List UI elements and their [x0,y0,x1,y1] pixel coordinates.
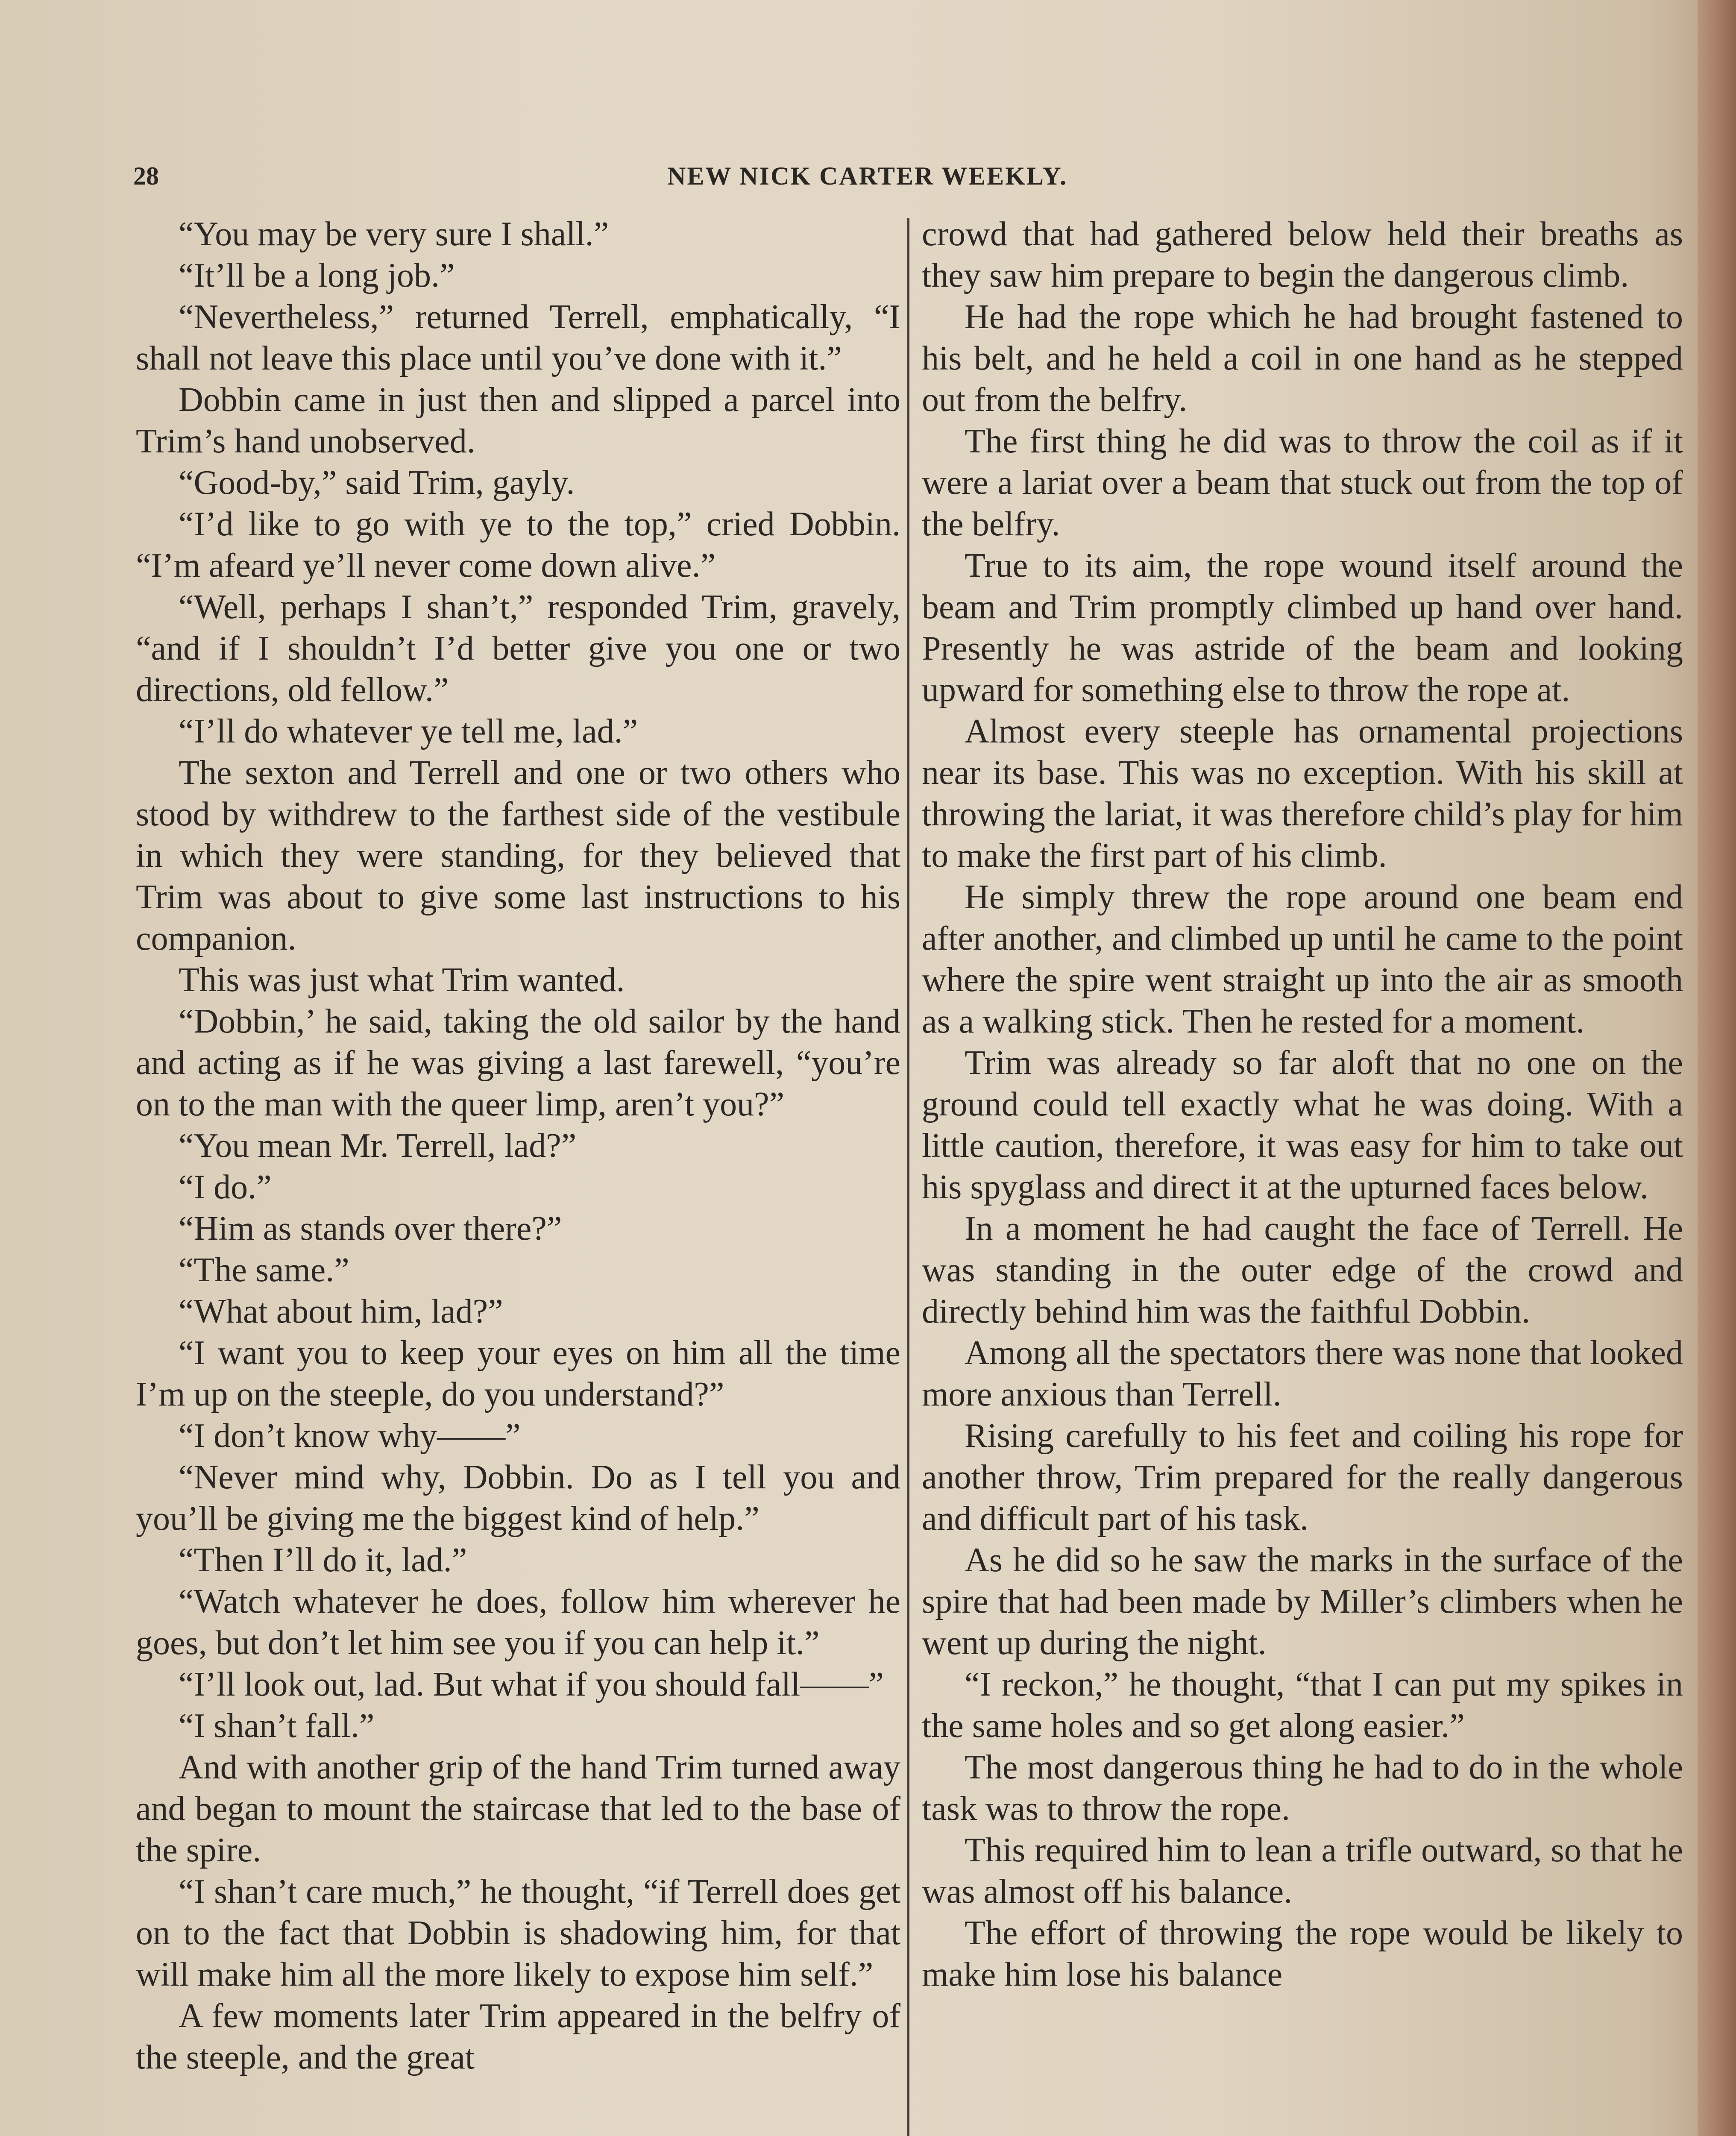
paragraph: True to its aim, the rope wound itself around the beam and Trim promptly climbed up hand over hand. Presently he was astride of the beam and looking upward for something else to throw the rope at. [922,547,1683,709]
paragraph: Among all the spectators there was none that looked more anxious than Terrell. [922,1334,1683,1413]
running-title: NEW NICK CARTER WEEKLY. [667,162,1068,190]
paragraph: “What about him, lad?” [179,1293,503,1330]
paragraph: Trim was already so far aloft that no one on the ground could tell exactly what he was doing. With a little caution, therefore, it was easy for him to take out his spyglass and direct it at the upturned faces below. [922,1044,1683,1206]
paragraph: “I shan’t care much,” he thought, “if Terrell does get on to the fact that Dobbin is shadowing him, for that will make him all the more likely to expose him self.” [136,1873,900,1993]
paragraph: The sexton and Terrell and one or two others who stood by withdrew to the farthest side of the vestibule in which they were standing, for they believed that Trim was about to give some last instructions to his companion. [136,754,900,957]
column-divider [907,218,909,2136]
paragraph: “Well, perhaps I shan’t,” responded Trim, gravely, “and if I shouldn’t I’d better give you one or two directions, old fellow.” [136,588,900,709]
paragraph: “Good-by,” said Trim, gayly. [179,464,575,502]
paragraph: This was just what Trim wanted. [179,961,625,999]
paragraph: Almost every steeple has ornamental projections near its base. This was no exception. With his skill at throwing the lariat, it was therefore child’s play for him to make the first part of his climb. [922,713,1683,874]
paragraph: As he did so he saw the marks in the surface of the spire that had been made by Miller’s climbers when he went up during the night. [922,1541,1683,1662]
paragraph: “I reckon,” he thought, “that I can put my spikes in the same holes and so get along easier.” [922,1666,1683,1745]
page-number: 28 [133,162,159,190]
paragraph: And with another grip of the hand Trim turned away and began to mount the staircase that led to the base of the spire. [136,1749,900,1869]
paragraph: “Him as stands over there?” [179,1210,562,1247]
left-column [136,214,900,2078]
paragraph: “Nevertheless,” returned Terrell, emphatically, “I shall not leave this place until you’ve done with it.” [136,298,900,377]
paragraph: “It’ll be a long job.” [179,257,455,294]
paragraph: Dobbin came in just then and slipped a parcel into Trim’s hand unobserved. [136,381,900,460]
paragraph: “I’ll look out, lad. But what if you should fall——” [179,1666,884,1703]
paragraph: “I do.” [179,1168,272,1206]
paragraph: “I want you to keep your eyes on him all the time I’m up on the steeple, do you understand?” [136,1334,900,1413]
paragraph: “You may be very sure I shall.” [179,215,609,253]
paragraph: “Watch whatever he does, follow him wherever he goes, but don’t let him see you if you can help it.” [136,1583,900,1662]
running-header [133,159,1688,193]
paragraph: “Never mind why, Dobbin. Do as I tell you and you’ll be giving me the biggest kind of help.” [136,1458,900,1537]
paragraph: “I’d like to go with ye to the top,” cried Dobbin. “I’m afeard ye’ll never come down alive.” [136,505,900,584]
paragraph: “I’ll do whatever ye tell me, lad.” [179,713,638,750]
paragraph: This required him to lean a trifle outward, so that he was almost off his balance. [922,1831,1683,1910]
paragraph: “I shan’t fall.” [179,1707,375,1745]
paragraph: The effort of throwing the rope would be likely to make him lose his balance [922,1914,1683,1993]
paragraph: “Then I’ll do it, lad.” [179,1541,467,1579]
paragraph: Rising carefully to his feet and coiling his rope for another throw, Trim prepared for the really dangerous and difficult part of his task. [922,1417,1683,1537]
paragraph: A few moments later Trim appeared in the belfry of the steeple, and the great [136,1997,900,2076]
paragraph: He had the rope which he had brought fastened to his belt, and he held a coil in one hand as he stepped out from the belfry. [922,298,1683,419]
right-column [922,214,1683,1995]
paragraph: The first thing he did was to throw the coil as if it were a lariat over a beam that stuck out from the top of the belfry. [922,423,1683,543]
paragraph: “The same.” [179,1251,349,1289]
paragraph: He simply threw the rope around one beam end after another, and climbed up until he came to the point where the spire went straight up into the air as smooth as a walking stick. Then he rested for a moment. [922,878,1683,1040]
paragraph: “You mean Mr. Terrell, lad?” [179,1127,577,1165]
paragraph: The most dangerous thing he had to do in the whole task was to throw the rope. [922,1749,1683,1828]
paragraph: In a moment he had caught the face of Terrell. He was standing in the outer edge of the crowd and directly behind him was the faithful Dobbin. [922,1210,1683,1330]
paragraph: “I don’t know why——” [179,1417,521,1455]
paragraph: crowd that had gathered below held their breaths as they saw him prepare to begin the dangerous climb. [922,215,1683,294]
paragraph: “Dobbin,’ he said, taking the old sailor by the hand and acting as if he was giving a last farewell, “you’re on to the man with the queer limp, aren’t you?” [136,1003,900,1123]
page-edge [1698,0,1736,2136]
